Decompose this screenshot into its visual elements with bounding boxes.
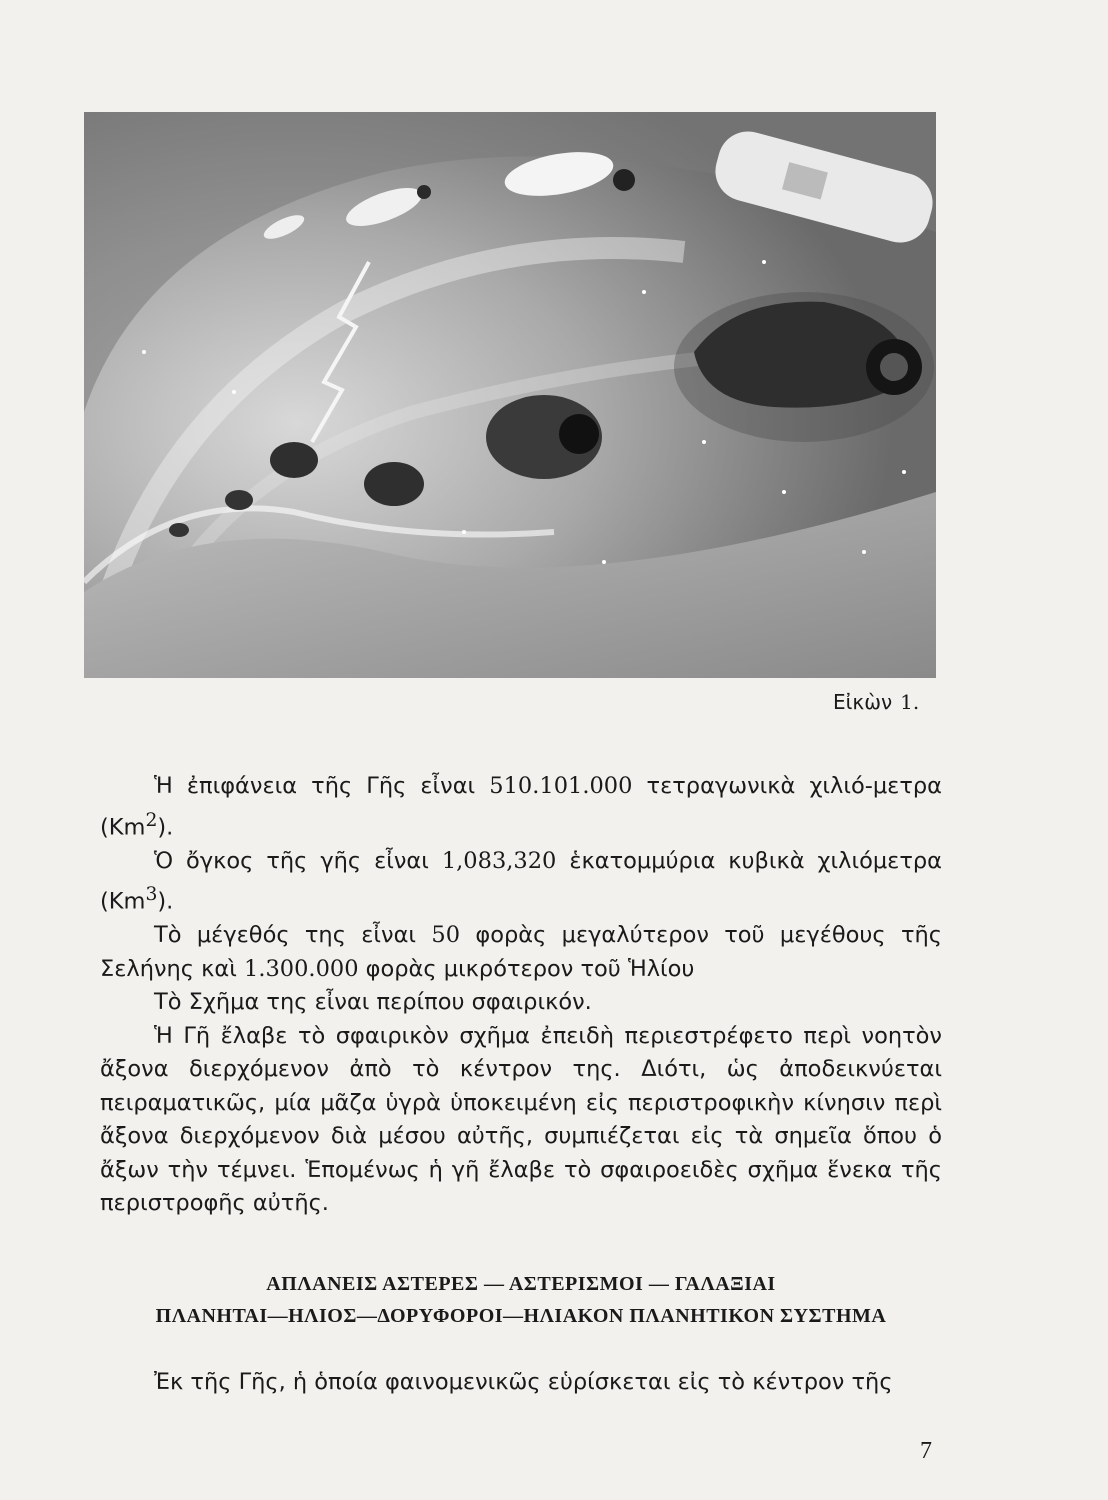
- body-text: [100, 770, 942, 1221]
- paragraph-volume: Ὁ ὄγκος τῆς γῆς εἶναι 1,083,320 ἑκατομμύρια κυβικὰ χιλιόμετρα (Km$^3$).: [100, 847, 942, 915]
- capsule-middle: [486, 395, 602, 479]
- page-number: 7: [920, 1438, 932, 1464]
- space-capsule-illustration: [84, 112, 936, 678]
- section-paragraph: [100, 1366, 942, 1400]
- paragraph-shape: Τὸ Σχῆμα της εἶναι περίπου σφαιρικόν.: [154, 989, 592, 1015]
- illustration-drawing: [84, 112, 936, 678]
- figure-caption-label: Εἰκὼν: [833, 690, 893, 714]
- paragraph-rotation: Ἡ Γῆ ἔλαβε τὸ σφαιρικὸν σχῆμα ἐπειδὴ περιεστρέφετο περὶ νοητὸν ἄξονα διερχόμενον ἀπὸ τὸ κέντρον της. Διότι, ὡς ἀποδεικνύεται πειραματικῶς, μία μᾶζα ὑγρὰ ὑποκειμένη εἰς περιστροφικὴν κίνησιν περὶ ἄξονα διερχόμενον διὰ μέσου αὐτῆς, συμπιέζεται εἰς τὰ σημεῖα ὅπου ὁ ἄξων τὴν τέμνει. Ἑπομένως ἡ γῆ ἔλαβε τὸ σφαιροειδὲς σχῆμα ἕνεκα τῆς περιστροφῆς αὐτῆς.: [100, 1022, 942, 1216]
- paragraph-size: Τὸ μέγεθός της εἶναι 50 φορὰς μεγαλύτερον τοῦ μεγέθους τῆς Σελήνης καὶ 1.300.000 φορὰς μικρότερον τοῦ Ἡλίου: [100, 922, 942, 982]
- section-heading: [100, 1268, 942, 1332]
- section-heading-line-2: ΠΛΑΝΗΤΑΙ—ΗΛΙΟΣ—ΔΟΡΥΦΟΡΟΙ—ΗΛΙΑΚΟΝ ΠΛΑΝΗΤΙΚΟΝ ΣΥΣΤΗΜΑ: [155, 1305, 887, 1327]
- section-heading-line-1: ΑΠΛΑΝΕΙΣ ΑΣΤΕΡΕΣ — ΑΣΤΕΡΙΣΜΟΙ — ΓΑΛΑΞΙΑΙ: [266, 1273, 776, 1295]
- figure-caption-number: 1.: [900, 690, 920, 714]
- paragraph-surface-area: Ἡ ἐπιφάνεια τῆς Γῆς εἶναι 510.101.000 τετραγωνικὰ χιλιό-μετρα (Km$^2$).: [100, 773, 942, 840]
- paragraph-center: Ἐκ τῆς Γῆς, ἡ ὁποία φαινομενικῶς εὑρίσκεται εἰς τὸ κέντρον τῆς: [154, 1369, 893, 1395]
- figure-caption: [833, 690, 919, 714]
- large-capsule-right: [674, 292, 934, 442]
